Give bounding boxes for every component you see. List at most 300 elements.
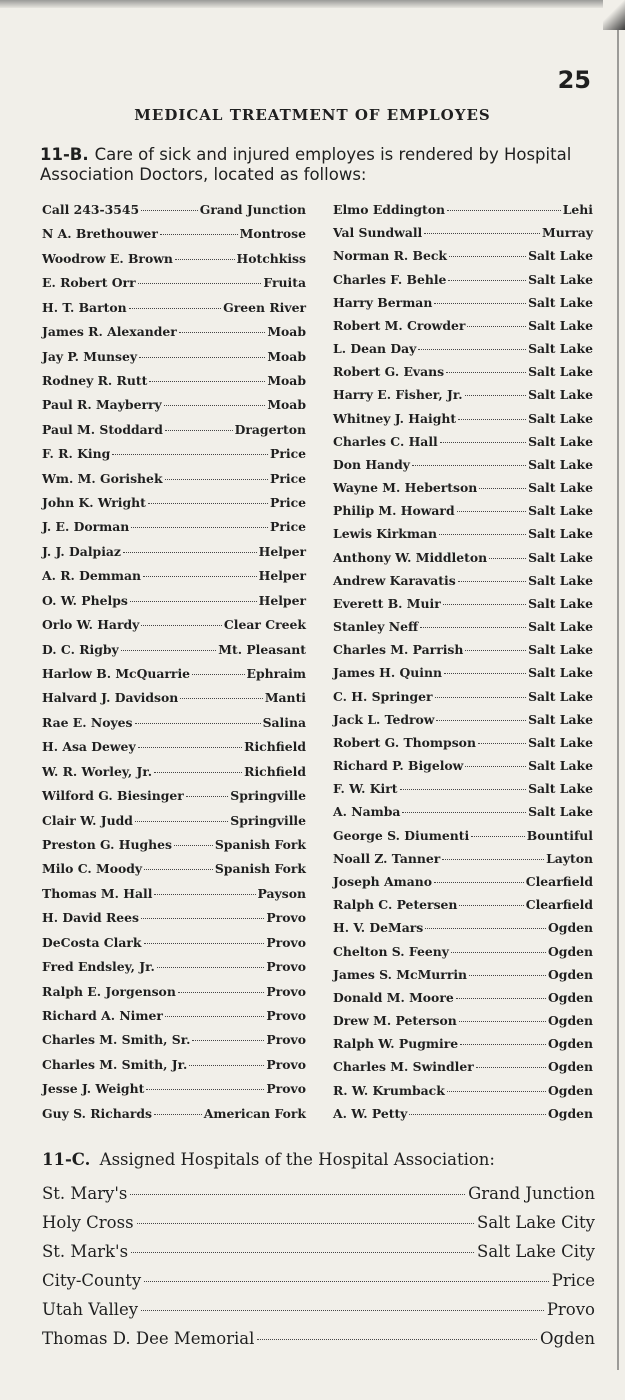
list-item — [42, 568, 306, 584]
entry-location: Fruita — [263, 275, 306, 291]
entry-location: Provo — [266, 1007, 306, 1023]
list-item — [333, 1013, 593, 1029]
list-item — [42, 642, 306, 658]
list-item — [333, 434, 593, 450]
entry-location: Manti — [264, 690, 306, 706]
dot-leader — [458, 419, 526, 420]
entry-name: Robert G. Thompson — [333, 734, 476, 750]
list-item — [42, 422, 306, 438]
entry-name: Lewis Kirkman — [333, 526, 437, 542]
dot-leader — [439, 534, 526, 535]
list-item — [42, 764, 306, 780]
entry-name: Charles M. Smith, Sr. — [42, 1032, 191, 1048]
dot-leader — [449, 256, 526, 257]
section-c-heading — [42, 1150, 595, 1169]
dot-leader — [476, 1067, 546, 1068]
hospital-name: Thomas D. Dee Memorial — [42, 1329, 255, 1348]
entry-location: Salt Lake — [528, 734, 593, 750]
entry-location: Moab — [267, 348, 306, 364]
entry-location: Dragerton — [234, 421, 306, 437]
dot-leader — [165, 430, 233, 431]
entry-location: American Fork — [203, 1105, 306, 1121]
list-item — [333, 503, 593, 519]
list-item — [333, 874, 593, 890]
dot-leader — [479, 488, 526, 489]
entry-location: Clearfield — [525, 873, 593, 889]
entry-name: H. David Rees — [42, 910, 140, 926]
dot-leader — [141, 210, 198, 211]
entry-name: H. Asa Dewey — [42, 739, 136, 755]
dot-leader — [130, 1194, 465, 1195]
entry-location: Salt Lake — [528, 665, 593, 681]
entry-name: Clair W. Judd — [42, 812, 133, 828]
entry-location: Salt Lake — [528, 804, 593, 820]
page-title: MEDICAL TREATMENT OF EMPLOYES — [134, 106, 491, 124]
dot-leader — [144, 1281, 549, 1282]
hospital-location: Salt Lake City — [477, 1242, 595, 1261]
entry-location: Bountiful — [526, 827, 593, 843]
list-item — [333, 967, 593, 983]
dot-leader — [139, 357, 265, 358]
dot-leader — [442, 859, 544, 860]
entry-name: Chelton S. Feeny — [333, 943, 449, 959]
entry-location: Price — [270, 495, 306, 511]
entry-location: Lehi — [562, 202, 593, 217]
section-b-intro — [40, 145, 595, 185]
entry-name: Harry Berman — [333, 294, 433, 310]
entry-name: N A. Brethouwer — [42, 226, 158, 242]
entry-name: A. W. Petty — [333, 1105, 408, 1121]
entry-name: Norman R. Beck — [333, 248, 447, 264]
entry-name: Wayne M. Hebertson — [333, 480, 478, 496]
entry-location: Springville — [230, 812, 306, 828]
entry-name: J. E. Dorman — [42, 519, 130, 535]
dot-leader — [130, 601, 257, 602]
entry-location: Ephraim — [246, 666, 306, 682]
entry-location: Provo — [266, 1081, 306, 1097]
dot-leader — [141, 918, 264, 919]
dot-leader — [467, 326, 526, 327]
list-item — [42, 397, 306, 413]
entry-name: Charles M. Smith, Jr. — [42, 1056, 188, 1072]
entry-name: Don Handy — [333, 456, 410, 472]
entry-location: Helper — [258, 543, 306, 559]
list-item — [333, 248, 593, 264]
hospital-name: St. Mark's — [42, 1242, 129, 1261]
dot-leader — [137, 1223, 474, 1224]
hospital-row — [42, 1179, 595, 1208]
dot-leader — [141, 625, 222, 626]
dot-leader — [135, 723, 261, 724]
entry-name: Whitney J. Haight — [333, 410, 457, 426]
dot-leader — [131, 1252, 474, 1253]
entry-location: Richfield — [244, 739, 306, 755]
entry-name: E. Robert Orr — [42, 275, 136, 291]
entry-name: Joseph Amano — [333, 873, 432, 889]
entry-name: James R. Alexander — [42, 324, 177, 340]
list-item — [42, 935, 306, 951]
list-item — [42, 886, 306, 902]
hospital-location: Salt Lake City — [477, 1213, 595, 1232]
dot-leader — [402, 812, 526, 813]
dot-leader — [447, 210, 561, 211]
dot-leader — [138, 747, 243, 748]
entry-location: Provo — [266, 959, 306, 975]
page-right-edge — [617, 30, 619, 1370]
entry-name: John K. Wright — [42, 495, 146, 511]
entry-name: Woodrow E. Brown — [42, 250, 173, 266]
list-item — [42, 910, 306, 926]
hospital-location: Price — [551, 1271, 595, 1290]
entry-location: Payson — [257, 885, 306, 901]
dot-leader — [123, 552, 257, 553]
dot-leader — [138, 283, 262, 284]
list-item — [333, 550, 593, 566]
dot-leader — [178, 992, 265, 993]
dot-leader — [148, 503, 268, 504]
list-item — [42, 739, 306, 755]
dot-leader — [164, 405, 266, 406]
section-b-text: Care of sick and injured employes is rendered by Hospital Association Doctors, located as follows: — [40, 145, 572, 184]
list-item — [333, 272, 593, 288]
hospital-row — [42, 1266, 595, 1295]
entry-name: F. W. Kirt — [333, 781, 398, 797]
entry-name: Thomas M. Hall — [42, 885, 153, 901]
dot-leader — [424, 233, 540, 234]
entry-name: O. W. Phelps — [42, 592, 128, 608]
entry-location: Salt Lake — [528, 642, 593, 658]
list-item — [333, 202, 593, 218]
entry-name: Robert M. Crowder — [333, 317, 466, 333]
entry-location: Price — [270, 519, 306, 535]
list-item — [333, 920, 593, 936]
dot-leader — [465, 395, 526, 396]
dot-leader — [436, 720, 526, 721]
entry-location: Springville — [230, 788, 306, 804]
list-item — [333, 851, 593, 867]
dot-leader — [144, 943, 265, 944]
dot-leader — [141, 1310, 544, 1311]
entry-location: Salt Lake — [528, 456, 593, 472]
dot-leader — [174, 845, 213, 846]
list-item — [333, 619, 593, 635]
dot-leader — [440, 442, 526, 443]
entry-name: J. J. Dalpiaz — [42, 543, 121, 559]
entry-location: Provo — [266, 934, 306, 950]
hospital-row — [42, 1237, 595, 1266]
entry-name: Halvard J. Davidson — [42, 690, 179, 706]
entry-location: Green River — [223, 299, 306, 315]
dot-leader — [154, 772, 242, 773]
hospital-name: Utah Valley — [42, 1300, 139, 1319]
entry-location: Salt Lake — [528, 480, 593, 496]
entry-location: Ogden — [547, 966, 593, 982]
dot-leader — [420, 627, 526, 628]
list-item — [42, 617, 306, 633]
dot-leader — [180, 698, 263, 699]
list-item — [42, 813, 306, 829]
entry-name: W. R. Worley, Jr. — [42, 763, 153, 779]
entry-location: Spanish Fork — [214, 861, 306, 877]
list-item — [42, 666, 306, 682]
hospital-row — [42, 1295, 595, 1324]
dot-leader — [175, 259, 235, 260]
list-item — [333, 781, 593, 797]
list-item — [333, 1106, 593, 1122]
dot-leader — [189, 1065, 264, 1066]
list-item — [333, 735, 593, 751]
hospital-name: St. Mary's — [42, 1184, 128, 1203]
entry-name: H. V. DeMars — [333, 920, 424, 936]
entry-name: Ralph E. Jorgenson — [42, 983, 176, 999]
entry-name: Drew M. Peterson — [333, 1013, 457, 1029]
hospital-location: Provo — [546, 1300, 595, 1319]
entry-location: Salt Lake — [528, 248, 593, 264]
entry-name: R. W. Krumback — [333, 1082, 445, 1098]
entry-name: Harry E. Fisher, Jr. — [333, 387, 463, 403]
dot-leader — [478, 743, 526, 744]
entry-name: A. R. Demman — [42, 568, 142, 584]
entry-location: Grand Junction — [199, 202, 306, 217]
list-item — [333, 642, 593, 658]
page-number: 25 — [557, 66, 591, 94]
dot-leader — [456, 998, 546, 999]
list-item — [333, 1059, 593, 1075]
list-item — [333, 318, 593, 334]
list-item — [42, 202, 306, 218]
entry-location: Ogden — [547, 1036, 593, 1052]
dot-leader — [446, 372, 526, 373]
entry-name: Jack L. Tedrow — [333, 711, 435, 727]
entry-name: F. R. King — [42, 446, 111, 462]
entry-name: Preston G. Hughes — [42, 836, 173, 852]
dot-leader — [469, 975, 546, 976]
entry-location: Salt Lake — [528, 595, 593, 611]
entry-location: Provo — [266, 1032, 306, 1048]
list-item — [333, 364, 593, 380]
dot-leader — [165, 479, 268, 480]
hospital-row — [42, 1208, 595, 1237]
entry-name: Val Sundwall — [333, 225, 423, 241]
entry-location: Richfield — [244, 763, 306, 779]
entry-name: James H. Quinn — [333, 665, 443, 681]
list-item — [42, 1057, 306, 1073]
entry-name: Wilford G. Biesinger — [42, 788, 184, 804]
entry-location: Layton — [546, 850, 593, 866]
entry-name: Orlo W. Hardy — [42, 617, 140, 633]
dot-leader — [160, 234, 238, 235]
entry-name: Call 243-3545 — [42, 202, 140, 217]
dot-leader — [409, 1114, 546, 1115]
section-c-number: 11-C. — [42, 1150, 91, 1169]
dot-leader — [434, 303, 526, 304]
entry-location: Salt Lake — [528, 526, 593, 542]
hospital-row — [42, 1324, 595, 1353]
entry-name: D. C. Rigby — [42, 641, 119, 657]
entry-location: Salt Lake — [528, 317, 593, 333]
entry-location: Helper — [258, 568, 306, 584]
dot-leader — [443, 604, 526, 605]
entry-location: Salt Lake — [528, 387, 593, 403]
entry-name: Elmo Eddington — [333, 202, 445, 217]
list-item — [42, 1008, 306, 1024]
dot-leader — [146, 1089, 264, 1090]
entry-location: Montrose — [239, 226, 306, 242]
entry-location: Provo — [266, 983, 306, 999]
entry-name: Andrew Karavatis — [333, 572, 456, 588]
list-item — [333, 225, 593, 241]
list-item — [333, 828, 593, 844]
list-item — [42, 1032, 306, 1048]
entry-location: Clearfield — [525, 897, 593, 913]
entry-name: Rodney R. Rutt — [42, 372, 148, 388]
dot-leader — [131, 527, 268, 528]
dot-leader — [179, 332, 266, 333]
dot-leader — [149, 381, 265, 382]
dot-leader — [129, 308, 222, 309]
section-b-number: 11-B. — [40, 145, 89, 164]
dot-leader — [448, 280, 526, 281]
page-corner-shadow — [603, 0, 625, 30]
entry-name: Jesse J. Weight — [42, 1081, 145, 1097]
dot-leader — [154, 1114, 202, 1115]
dot-leader — [135, 821, 228, 822]
list-item — [333, 387, 593, 403]
list-item — [42, 1081, 306, 1097]
entry-location: Murray — [541, 225, 593, 241]
doctor-list-left — [42, 202, 306, 1122]
dot-leader — [143, 576, 257, 577]
dot-leader — [165, 1016, 265, 1017]
entry-location: Salt Lake — [528, 433, 593, 449]
entry-location: Salt Lake — [528, 410, 593, 426]
entry-name: L. Dean Day — [333, 341, 417, 357]
entry-name: Robert G. Evans — [333, 364, 445, 380]
hospital-location: Ogden — [539, 1329, 595, 1348]
entry-location: Salt Lake — [528, 294, 593, 310]
entry-location: Salt Lake — [528, 271, 593, 287]
entry-name: A. Namba — [333, 804, 401, 820]
list-item — [333, 1036, 593, 1052]
dot-leader — [471, 836, 525, 837]
list-item — [42, 251, 306, 267]
dot-leader — [465, 766, 526, 767]
entry-name: Charles F. Behle — [333, 271, 447, 287]
entry-name: Everett B. Muir — [333, 595, 441, 611]
entry-name: Paul M. Stoddard — [42, 421, 163, 437]
hospital-location: Grand Junction — [468, 1184, 595, 1203]
dot-leader — [447, 1091, 546, 1092]
list-item — [42, 837, 306, 853]
entry-location: Salt Lake — [528, 758, 593, 774]
list-item — [333, 457, 593, 473]
entry-location: Salt Lake — [528, 688, 593, 704]
entry-name: H. T. Barton — [42, 299, 127, 315]
entry-location: Salt Lake — [528, 341, 593, 357]
dot-leader — [257, 1339, 537, 1340]
hospital-list — [42, 1179, 595, 1353]
dot-leader — [459, 905, 523, 906]
list-item — [333, 990, 593, 1006]
list-item — [42, 471, 306, 487]
section-c — [42, 1150, 595, 1353]
list-item — [42, 495, 306, 511]
entry-name: Richard A. Nimer — [42, 1007, 163, 1023]
entry-name: Ralph C. Petersen — [333, 897, 458, 913]
entry-location: Salt Lake — [528, 781, 593, 797]
list-item — [42, 715, 306, 731]
list-item — [333, 295, 593, 311]
list-item — [42, 324, 306, 340]
entry-name: Harlow B. McQuarrie — [42, 666, 191, 682]
dot-leader — [400, 789, 527, 790]
entry-location: Helper — [258, 592, 306, 608]
entry-name: Milo C. Moody — [42, 861, 143, 877]
list-item — [333, 944, 593, 960]
entry-location: Moab — [267, 372, 306, 388]
entry-name: Stanley Neff — [333, 619, 419, 635]
dot-leader — [112, 454, 268, 455]
dot-leader — [489, 558, 526, 559]
entry-location: Ogden — [547, 1059, 593, 1075]
entry-name: Philip M. Howard — [333, 503, 455, 519]
list-item — [42, 446, 306, 462]
list-item — [42, 1106, 306, 1122]
entry-location: Spanish Fork — [214, 836, 306, 852]
list-item — [42, 226, 306, 242]
entry-location: Salt Lake — [528, 364, 593, 380]
entry-location: Ogden — [547, 920, 593, 936]
entry-name: George S. Diumenti — [333, 827, 470, 843]
dot-leader — [121, 650, 217, 651]
list-item — [42, 593, 306, 609]
list-item — [333, 665, 593, 681]
entry-name: Charles C. Hall — [333, 433, 438, 449]
entry-location: Provo — [266, 910, 306, 926]
list-item — [42, 959, 306, 975]
list-item — [333, 689, 593, 705]
list-item — [42, 690, 306, 706]
dot-leader — [192, 674, 244, 675]
dot-leader — [157, 967, 265, 968]
list-item — [42, 300, 306, 316]
entry-name: Jay P. Munsey — [42, 348, 138, 364]
list-item — [333, 573, 593, 589]
list-item — [333, 596, 593, 612]
dot-leader — [144, 869, 213, 870]
list-item — [42, 519, 306, 535]
dot-leader — [465, 650, 526, 651]
entry-location: Ogden — [547, 943, 593, 959]
dot-leader — [444, 673, 526, 674]
list-item — [333, 804, 593, 820]
dot-leader — [425, 928, 546, 929]
list-item — [42, 373, 306, 389]
hospital-name: Holy Cross — [42, 1213, 134, 1232]
entry-name: Noall Z. Tanner — [333, 850, 441, 866]
entry-location: Salt Lake — [528, 572, 593, 588]
entry-name: Rae E. Noyes — [42, 714, 133, 730]
list-item — [42, 984, 306, 1000]
entry-location: Ogden — [547, 1013, 593, 1029]
entry-name: James S. McMurrin — [333, 966, 468, 982]
entry-name: DeCosta Clark — [42, 934, 142, 950]
list-item — [333, 1083, 593, 1099]
entry-location: Clear Creek — [223, 617, 306, 633]
entry-name: Anthony W. Middleton — [333, 549, 488, 565]
list-item — [333, 480, 593, 496]
entry-name: Wm. M. Gorishek — [42, 470, 163, 486]
